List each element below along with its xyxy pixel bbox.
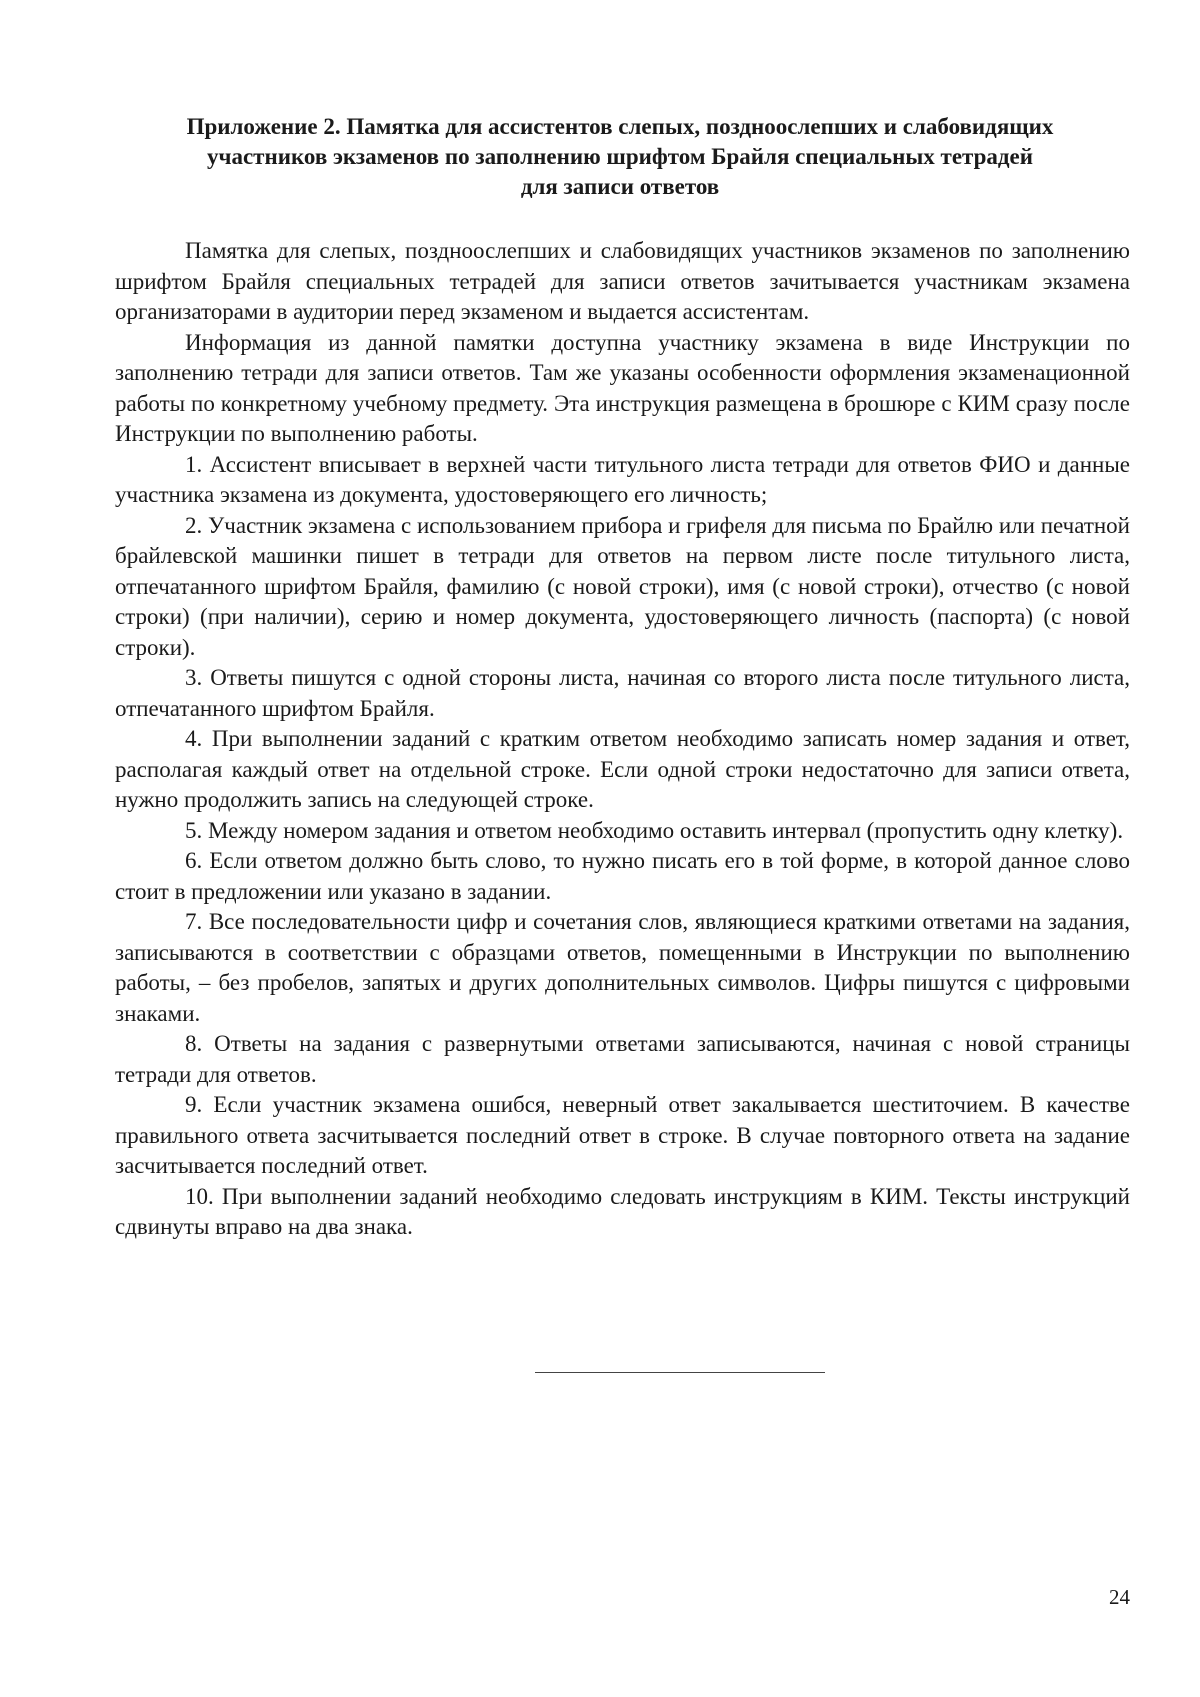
list-item-4: 4. При выполнении заданий с кратким ответом необходимо записать номер задания и ответ, располагая каждый ответ на отдельной строке. Если одной строки недостаточно для записи ответа, нужно продолжить запись на следующей строке. — [115, 726, 1130, 812]
info-paragraph: Информация из данной памятки доступна участнику экзамена в виде Инструкции по заполнению тетради для записи ответов. Там же указаны особенности оформления экзаменационной работы по конкретному учебному предмету. Эта инструкция размещена в брошюре с КИМ сразу после Инструкции по выполнению работы. — [115, 329, 1130, 446]
document-title — [110, 112, 1130, 202]
intro-paragraph: Памятка для слепых, поздноослепших и слабовидящих участников экзаменов по заполнению шрифтом Брайля специальных тетрадей для записи ответов зачитывается участникам экзамена организаторами в аудитории перед экзаменом и выдается ассистентам. — [115, 238, 1130, 324]
list-item-2: 2. Участник экзамена с использованием прибора и грифеля для письма по Брайлю или печатной брайлевской машинки пишет в тетради для ответов на первом листе после титульного листа, отпечатанного шрифтом Брайля, фамилию (с новой строки), имя (с новой строки), отчество (с новой строки) (при наличии), серию и номер документа, удостоверяющего личность (паспорта) (с новой строки). — [115, 512, 1130, 660]
list-item-10: 10. При выполнении заданий необходимо следовать инструкциям в КИМ. Тексты инструкций сдвинуты вправо на два знака. — [115, 1183, 1130, 1239]
list-item-9: 9. Если участник экзамена ошибся, неверный ответ закалывается шеститочием. В качестве правильного ответа засчитывается последний ответ в строке. В случае повторного ответа на задание засчитывается последний ответ. — [115, 1092, 1130, 1178]
title-line: участников экзаменов по заполнению шрифтом Брайля специальных тетрадей — [206, 144, 1034, 169]
list-item-6: 6. Если ответом должно быть слово, то нужно писать его в той форме, в которой данное слово стоит в предложении или указано в задании. — [115, 848, 1130, 904]
title-line: для записи ответов — [520, 174, 720, 199]
list-item-5: 5. Между номером задания и ответом необходимо оставить интервал (пропустить одну клетку). — [185, 817, 1124, 843]
list-item-1: 1. Ассистент вписывает в верхней части титульного листа тетради для ответов ФИО и данные участника экзамена из документа, удостоверяющего его личность; — [115, 451, 1130, 507]
end-divider — [535, 1372, 825, 1373]
title-line: Приложение 2. Памятка для ассистентов слепых, поздноослепших и слабовидящих — [186, 114, 1054, 139]
list-item-8: 8. Ответы на задания с развернутыми ответами записываются, начиная с новой страницы тетради для ответов. — [115, 1031, 1130, 1087]
page-number: 24 — [1109, 1585, 1130, 1609]
document-body — [115, 236, 1130, 1243]
list-item-3: 3. Ответы пишутся с одной стороны листа, начиная со второго листа после титульного листа, отпечатанного шрифтом Брайля. — [115, 665, 1130, 721]
list-item-7: 7. Все последовательности цифр и сочетания слов, являющиеся краткими ответами на задания, записываются в соответствии с образцами ответов, помещенными в Инструкции по выполнению работы, – без пробелов, запятых и других дополнительных символов. Цифры пишутся с цифровыми знаками. — [115, 909, 1130, 1026]
